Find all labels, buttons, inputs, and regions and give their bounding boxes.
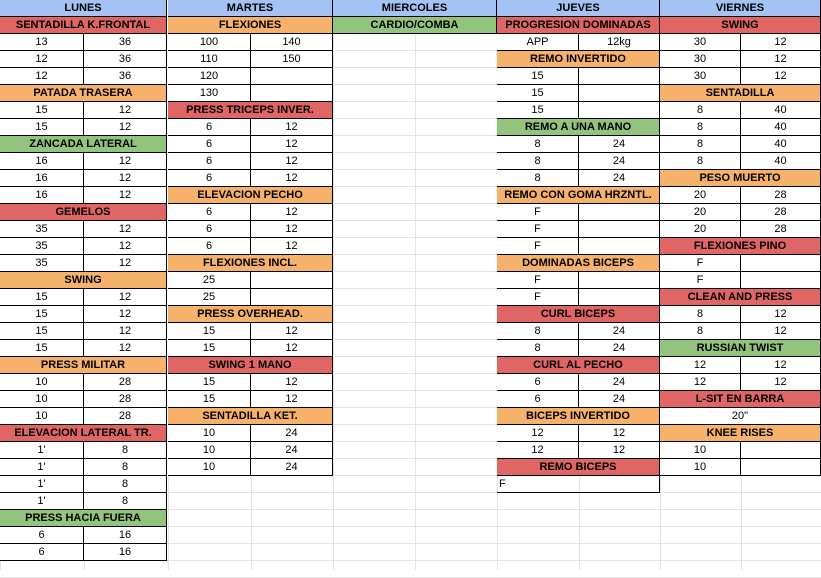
reps-cell[interactable]: F (497, 289, 579, 306)
exercise-title[interactable]: PESO MUERTO (660, 170, 821, 187)
load-cell[interactable]: 12 (251, 391, 333, 408)
reps-cell[interactable]: 110 (168, 51, 251, 68)
load-cell[interactable]: 36 (84, 34, 167, 51)
reps-cell[interactable]: 25 (168, 289, 251, 306)
exercise-title[interactable]: REMO BICEPS (497, 459, 660, 476)
reps-cell[interactable]: 13 (0, 34, 84, 51)
load-cell[interactable]: 12 (84, 255, 167, 272)
load-cell[interactable] (741, 442, 821, 459)
load-cell[interactable] (251, 272, 333, 289)
data-cell[interactable]: F (497, 476, 660, 493)
load-cell[interactable] (579, 85, 660, 102)
reps-cell[interactable]: F (497, 238, 579, 255)
exercise-title[interactable]: REMO A UNA MANO (497, 119, 660, 136)
load-cell[interactable]: 16 (84, 544, 167, 561)
reps-cell[interactable]: APP (497, 34, 579, 51)
exercise-title[interactable]: REMO CON GOMA HRZNTL. (497, 187, 660, 204)
load-cell[interactable]: 12 (84, 102, 167, 119)
load-cell[interactable]: 12 (251, 136, 333, 153)
load-cell[interactable]: 28 (741, 221, 821, 238)
load-cell[interactable]: 28 (84, 374, 167, 391)
day-header-martes[interactable]: MARTES (168, 0, 333, 17)
load-cell[interactable]: 24 (579, 136, 660, 153)
reps-cell[interactable]: 6 (0, 544, 84, 561)
load-cell[interactable]: 12 (84, 221, 167, 238)
reps-cell[interactable]: 15 (0, 323, 84, 340)
load-cell[interactable] (251, 85, 333, 102)
load-cell[interactable]: 12 (741, 374, 821, 391)
reps-cell[interactable]: 6 (168, 238, 251, 255)
reps-cell[interactable]: 8 (497, 153, 579, 170)
load-cell[interactable]: 12 (741, 323, 821, 340)
load-cell[interactable]: 24 (579, 340, 660, 357)
load-cell[interactable]: 140 (251, 34, 333, 51)
load-cell[interactable]: 12 (84, 340, 167, 357)
load-cell[interactable]: 24 (579, 323, 660, 340)
load-cell[interactable]: 36 (84, 68, 167, 85)
exercise-title[interactable]: ELEVACION PECHO (168, 187, 333, 204)
reps-cell[interactable]: 1' (0, 442, 84, 459)
load-cell[interactable] (579, 68, 660, 85)
load-cell[interactable]: 12 (741, 306, 821, 323)
reps-cell[interactable]: 8 (660, 153, 741, 170)
exercise-title[interactable]: PRESS TRICEPS INVER. (168, 102, 333, 119)
reps-cell[interactable]: 8 (497, 170, 579, 187)
exercise-title[interactable]: FLEXIONES (168, 17, 333, 34)
load-cell[interactable]: 8 (84, 442, 167, 459)
reps-cell[interactable]: 12 (497, 425, 579, 442)
reps-cell[interactable]: 120 (168, 68, 251, 85)
reps-cell[interactable]: 1' (0, 459, 84, 476)
reps-cell[interactable]: 12 (0, 51, 84, 68)
load-cell[interactable]: 12 (741, 357, 821, 374)
load-cell[interactable] (741, 255, 821, 272)
load-cell[interactable]: 12 (251, 374, 333, 391)
load-cell[interactable]: 12 (579, 442, 660, 459)
reps-cell[interactable]: 20 (660, 187, 741, 204)
load-cell[interactable]: 12 (84, 170, 167, 187)
reps-cell[interactable]: 10 (0, 408, 84, 425)
reps-cell[interactable]: 15 (0, 102, 84, 119)
load-cell[interactable]: 40 (741, 136, 821, 153)
load-cell[interactable]: 36 (84, 51, 167, 68)
exercise-title[interactable]: KNEE RISES (660, 425, 821, 442)
reps-cell[interactable]: 20 (660, 221, 741, 238)
reps-cell[interactable]: 10 (660, 459, 741, 476)
reps-cell[interactable]: 35 (0, 221, 84, 238)
reps-cell[interactable]: 16 (0, 170, 84, 187)
exercise-title[interactable]: SENTADILLA (660, 85, 821, 102)
load-cell[interactable]: 12 (741, 51, 821, 68)
load-cell[interactable]: 24 (579, 153, 660, 170)
reps-cell[interactable]: 10 (660, 442, 741, 459)
reps-cell[interactable]: 8 (660, 119, 741, 136)
load-cell[interactable]: 12 (84, 119, 167, 136)
load-cell[interactable]: 12 (251, 170, 333, 187)
reps-cell[interactable]: 6 (497, 391, 579, 408)
load-cell[interactable]: 12 (84, 323, 167, 340)
reps-cell[interactable]: 1' (0, 476, 84, 493)
reps-cell[interactable]: 25 (168, 272, 251, 289)
exercise-title[interactable]: PROGRESION DOMINADAS (497, 17, 660, 34)
reps-cell[interactable]: 8 (497, 323, 579, 340)
load-cell[interactable]: 12 (741, 68, 821, 85)
load-cell[interactable] (741, 459, 821, 476)
reps-cell[interactable]: 10 (168, 425, 251, 442)
load-cell[interactable] (579, 272, 660, 289)
exercise-title[interactable]: L-SIT EN BARRA (660, 391, 821, 408)
reps-cell[interactable]: 10 (0, 391, 84, 408)
reps-cell[interactable]: F (497, 221, 579, 238)
load-cell[interactable] (741, 272, 821, 289)
reps-cell[interactable]: 6 (168, 204, 251, 221)
reps-cell[interactable]: 6 (168, 170, 251, 187)
load-cell[interactable]: 40 (741, 119, 821, 136)
load-cell[interactable]: 12 (251, 119, 333, 136)
load-cell[interactable]: 16 (84, 527, 167, 544)
exercise-title[interactable]: PRESS OVERHEAD. (168, 306, 333, 323)
load-cell[interactable]: 24 (579, 170, 660, 187)
reps-cell[interactable]: 10 (168, 442, 251, 459)
reps-cell[interactable]: 12 (0, 68, 84, 85)
load-cell[interactable]: 8 (84, 476, 167, 493)
reps-cell[interactable]: 8 (660, 102, 741, 119)
load-cell[interactable] (579, 238, 660, 255)
reps-cell[interactable]: F (497, 204, 579, 221)
load-cell[interactable]: 12 (84, 306, 167, 323)
exercise-title[interactable]: CURL AL PECHO (497, 357, 660, 374)
reps-cell[interactable]: F (660, 255, 741, 272)
reps-cell[interactable]: 20 (660, 204, 741, 221)
load-cell[interactable]: 12 (251, 204, 333, 221)
reps-cell[interactable]: 15 (168, 391, 251, 408)
load-cell[interactable]: 12 (84, 187, 167, 204)
exercise-title[interactable]: SENTADILLA K.FRONTAL (0, 17, 167, 34)
exercise-title[interactable]: SWING 1 MANO (168, 357, 333, 374)
load-cell[interactable]: 28 (84, 408, 167, 425)
gridline (415, 0, 416, 570)
load-cell[interactable] (251, 289, 333, 306)
reps-cell[interactable]: 30 (660, 34, 741, 51)
reps-cell[interactable]: 15 (168, 374, 251, 391)
day-header-jueves[interactable]: JUEVES (497, 0, 660, 17)
load-cell[interactable] (579, 221, 660, 238)
reps-cell[interactable]: 15 (0, 306, 84, 323)
exercise-title[interactable]: DOMINADAS BICEPS (497, 255, 660, 272)
reps-cell[interactable]: 30 (660, 51, 741, 68)
reps-cell[interactable]: 12 (660, 357, 741, 374)
load-cell[interactable]: 24 (579, 391, 660, 408)
exercise-title[interactable]: ZANCADA LATERAL (0, 136, 167, 153)
load-cell[interactable]: 12kg (579, 34, 660, 51)
reps-cell[interactable]: 35 (0, 238, 84, 255)
reps-cell[interactable]: 1' (0, 493, 84, 510)
reps-cell[interactable]: 15 (497, 85, 579, 102)
reps-cell[interactable]: 100 (168, 34, 251, 51)
load-cell[interactable]: 24 (251, 459, 333, 476)
load-cell[interactable]: 8 (84, 459, 167, 476)
load-cell[interactable]: 12 (84, 289, 167, 306)
reps-cell[interactable]: 15 (497, 102, 579, 119)
load-cell[interactable] (579, 102, 660, 119)
reps-cell[interactable]: 10 (168, 459, 251, 476)
load-cell[interactable]: 28 (741, 204, 821, 221)
load-cell[interactable]: 24 (579, 374, 660, 391)
exercise-title[interactable]: RUSSIAN TWIST (660, 340, 821, 357)
load-cell[interactable]: 24 (251, 425, 333, 442)
reps-cell[interactable]: 130 (168, 85, 251, 102)
exercise-title[interactable]: SWING (660, 17, 821, 34)
day-header-lunes[interactable]: LUNES (0, 0, 167, 17)
reps-cell[interactable]: 16 (0, 187, 84, 204)
exercise-title[interactable]: FLEXIONES INCL. (168, 255, 333, 272)
load-cell[interactable] (579, 204, 660, 221)
load-cell[interactable]: 40 (741, 153, 821, 170)
day-header-viernes[interactable]: VIERNES (660, 0, 821, 17)
load-cell[interactable]: 28 (84, 391, 167, 408)
load-cell[interactable]: 12 (251, 323, 333, 340)
reps-cell[interactable]: 15 (0, 119, 84, 136)
load-cell[interactable]: 12 (251, 340, 333, 357)
exercise-title[interactable]: PRESS MILITAR (0, 357, 167, 374)
exercise-title[interactable]: GEMELOS (0, 204, 167, 221)
reps-cell[interactable]: 12 (497, 442, 579, 459)
load-cell[interactable]: 12 (251, 153, 333, 170)
reps-cell[interactable]: 10 (0, 374, 84, 391)
load-cell[interactable] (251, 68, 333, 85)
reps-cell[interactable]: 30 (660, 68, 741, 85)
reps-cell[interactable]: 8 (497, 340, 579, 357)
exercise-title[interactable]: CURL BICEPS (497, 306, 660, 323)
load-cell[interactable]: 12 (251, 238, 333, 255)
gridline (333, 0, 334, 570)
exercise-title[interactable]: SWING (0, 272, 167, 289)
load-cell[interactable]: 24 (251, 442, 333, 459)
load-cell[interactable]: 28 (741, 187, 821, 204)
exercise-title[interactable]: REMO INVERTIDO (497, 51, 660, 68)
load-cell[interactable]: 12 (741, 34, 821, 51)
reps-cell[interactable]: 16 (0, 153, 84, 170)
reps-cell[interactable]: 6 (168, 119, 251, 136)
reps-cell[interactable]: 8 (660, 136, 741, 153)
reps-cell[interactable]: 6 (497, 374, 579, 391)
reps-cell[interactable]: 15 (0, 289, 84, 306)
exercise-title[interactable]: CARDIO/COMBA (333, 17, 497, 34)
reps-cell[interactable]: 15 (168, 340, 251, 357)
exercise-title[interactable]: SENTADILLA KET. (168, 408, 333, 425)
load-cell[interactable]: 8 (84, 493, 167, 510)
load-cell[interactable]: 12 (579, 425, 660, 442)
exercise-title[interactable]: CLEAN AND PRESS (660, 289, 821, 306)
exercise-title[interactable]: BICEPS INVERTIDO (497, 408, 660, 425)
day-header-miercoles[interactable]: MIERCOLES (333, 0, 497, 17)
reps-cell[interactable]: 6 (0, 527, 84, 544)
reps-cell[interactable]: 6 (168, 153, 251, 170)
reps-cell[interactable]: 8 (660, 323, 741, 340)
reps-cell[interactable]: F (660, 272, 741, 289)
reps-cell[interactable]: 15 (0, 340, 84, 357)
reps-cell[interactable]: F (497, 272, 579, 289)
load-cell[interactable]: 12 (84, 238, 167, 255)
load-cell[interactable]: 40 (741, 102, 821, 119)
load-cell[interactable]: 12 (84, 153, 167, 170)
load-cell[interactable] (579, 289, 660, 306)
reps-cell[interactable]: 8 (497, 136, 579, 153)
exercise-title[interactable]: PRESS HACIA FUERA (0, 510, 167, 527)
exercise-title[interactable]: PATADA TRASERA (0, 85, 167, 102)
load-cell[interactable]: 150 (251, 51, 333, 68)
reps-cell[interactable]: 6 (168, 221, 251, 238)
exercise-title[interactable]: ELEVACION LATERAL TR. (0, 425, 167, 442)
data-cell[interactable]: 20" (660, 408, 821, 425)
reps-cell[interactable]: 15 (497, 68, 579, 85)
reps-cell[interactable]: 8 (660, 306, 741, 323)
reps-cell[interactable]: 35 (0, 255, 84, 272)
reps-cell[interactable]: 6 (168, 136, 251, 153)
reps-cell[interactable]: 12 (660, 374, 741, 391)
load-cell[interactable]: 12 (251, 221, 333, 238)
reps-cell[interactable]: 15 (168, 323, 251, 340)
exercise-title[interactable]: FLEXIONES PINO (660, 238, 821, 255)
